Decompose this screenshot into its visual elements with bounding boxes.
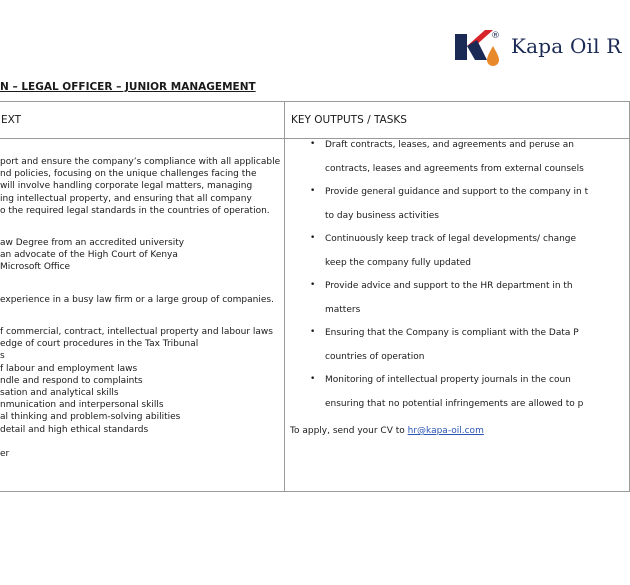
task-text: Monitoring of intellectual property journals in the coun (325, 375, 571, 385)
kapa-oil-logo-icon (453, 26, 509, 68)
task-text: contracts, leases and agreements from external counsels (325, 164, 584, 174)
qualification-line: aw Degree from an accredited university (0, 238, 185, 249)
skill-line: ndle and respond to complaints (0, 375, 143, 386)
skill-line: sation and analytical skills (0, 388, 119, 399)
task-item (290, 186, 590, 222)
context-header-label: EXT (1, 114, 22, 126)
task-text: Continuously keep track of legal developments/ change (325, 234, 577, 244)
context-line: nd policies, focusing on the unique challenges facing the (0, 169, 257, 180)
context-column-header (1, 114, 21, 126)
apply-instructions (290, 426, 484, 436)
task-text: Draft contracts, leases, and agreements and peruse an (325, 140, 574, 150)
task-item (290, 327, 590, 363)
bullet: • (310, 327, 316, 337)
tasks-column-header (291, 114, 407, 126)
skill-line: detail and high ethical standards (0, 424, 149, 435)
skill-line (0, 436, 280, 448)
context-line: o the required legal standards in the countries of operation. (0, 205, 270, 216)
task-text: matters (325, 305, 361, 315)
skill-line: s (0, 351, 5, 362)
task-text: to day business activities (325, 211, 439, 221)
skill-line: er (0, 449, 10, 460)
task-text: countries of operation (325, 352, 425, 362)
context-column (0, 156, 280, 460)
task-text: Provide general guidance and support to the company in t (325, 187, 589, 197)
bullet: • (310, 374, 316, 384)
skill-line: nmunication and interpersonal skills (0, 400, 164, 411)
bullet: • (310, 280, 316, 290)
experience-line: experience in a busy law firm or a large group of companies. (0, 294, 274, 305)
position-heading: N – LEGAL OFFICER – JUNIOR MANAGEMENT (0, 81, 256, 93)
task-text: keep the company fully updated (325, 258, 471, 268)
qualification-line: Microsoft Office (0, 262, 71, 273)
qualification-line: an advocate of the High Court of Kenya (0, 250, 178, 261)
task-item (290, 280, 590, 316)
context-line: port and ensure the company’s compliance with all applicable (0, 157, 281, 167)
task-text: ensuring that no potential infringements are allowed to p (325, 399, 584, 409)
skill-line (0, 314, 280, 326)
bullet: • (310, 186, 316, 196)
registered-mark: ® (491, 31, 500, 41)
bullet: • (310, 233, 316, 243)
context-line: will involve handling corporate legal matters, managing (0, 181, 253, 192)
tasks-header-label: KEY OUTPUTS / TASKS (291, 114, 407, 126)
tasks-list (290, 139, 590, 410)
column-divider (284, 102, 285, 491)
bullet: • (310, 139, 316, 149)
task-item (290, 374, 590, 410)
skill-line: edge of court procedures in the Tax Tribunal (0, 339, 199, 350)
apply-email-link[interactable]: hr@kapa-oil.com (407, 426, 484, 436)
task-text: Provide advice and support to the HR department in th (325, 281, 573, 291)
task-item (290, 233, 590, 269)
skill-line: f commercial, contract, intellectual property and labour laws (0, 327, 273, 338)
task-text: Ensuring that the Company is compliant with the Data P (325, 328, 579, 338)
skill-line: al thinking and problem-solving abilities (0, 412, 181, 423)
context-line: ing intellectual property, and ensuring that all company (0, 193, 252, 204)
task-item (290, 139, 590, 175)
skill-line: f labour and employment laws (0, 363, 138, 374)
apply-text: To apply, send your CV to (290, 426, 408, 436)
logo-text: Kapa Oil R (511, 34, 622, 58)
